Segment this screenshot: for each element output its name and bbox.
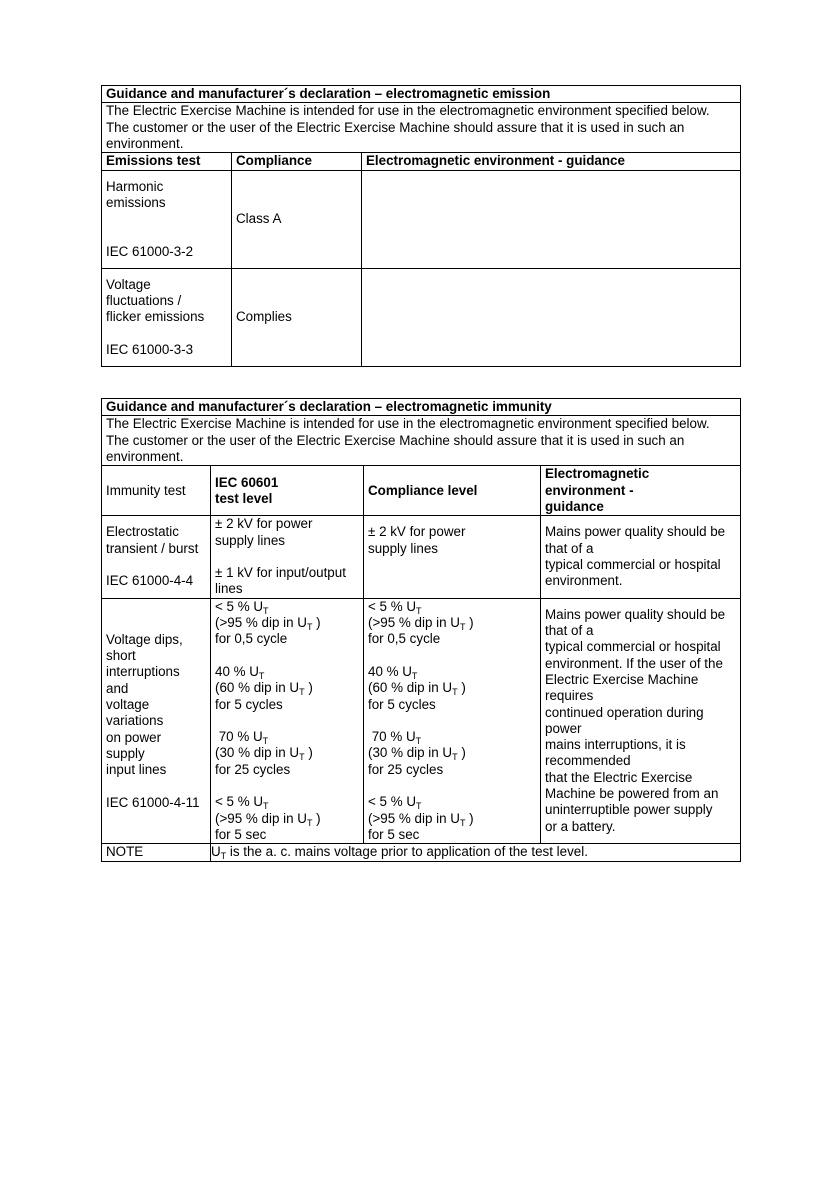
emission-row-flicker-compliance: Complies [232, 268, 362, 366]
immunity-title: Guidance and manufacturer´s declaration – electromagnetic immunity [102, 399, 741, 416]
immunity-header-level: IEC 60601 test level [211, 466, 364, 516]
emission-row-harmonic-guidance [362, 170, 741, 268]
immunity-header-guidance: Electromagnetic environment - guidance [541, 466, 741, 516]
immunity-header-compliance: Compliance level [364, 466, 541, 516]
emission-row-harmonic-test: Harmonic emissions IEC 61000-3-2 [102, 170, 232, 268]
burst-compliance: ± 2 kV for power supply lines [364, 516, 541, 598]
emission-table [101, 85, 741, 367]
emission-header-guidance: Electromagnetic environment - guidance [362, 153, 741, 170]
burst-test: Electrostatic transient / burst IEC 61000-4-4 [102, 516, 211, 598]
note-label: NOTE [102, 844, 211, 861]
emission-header-compliance: Compliance [232, 153, 362, 170]
emission-intro: The Electric Exercise Machine is intended for use in the electromagnetic environment specified below. The customer or the user of the Electric Exercise Machine should assure that it is used in such an environment. [102, 103, 741, 153]
emission-row-harmonic-compliance: Class A [232, 170, 362, 268]
emission-row-flicker-guidance [362, 268, 741, 366]
emission-title: Guidance and manufacturer´s declaration – electromagnetic emission [102, 86, 741, 103]
dips-test: Voltage dips, short interruptions and voltage variations on power supply input lines IEC 61000-4-11 [102, 598, 211, 843]
immunity-table [101, 398, 741, 862]
immunity-intro: The Electric Exercise Machine is intended for use in the electromagnetic environment specified below. The customer or the user of the Electric Exercise Machine should assure that it is used in such an environment. [102, 416, 741, 466]
dips-guidance: Mains power quality should be that of a typical commercial or hospital environment. If the user of the Electric Exercise Machine requires continued operation during power mains interruptions, it is recommended that the Electric Exercise Machine be powered from an uninterruptible power supply or a battery. [541, 598, 741, 843]
emission-row-flicker-test: Voltage fluctuations / flicker emissions IEC 61000-3-3 [102, 268, 232, 366]
burst-level: ± 2 kV for power supply lines ± 1 kV for input/output lines [211, 516, 364, 598]
note-text: $U_T$ is the a. c. mains voltage prior to application of the test level. [211, 844, 741, 861]
immunity-header-test: Immunity test [102, 466, 211, 516]
burst-guidance: Mains power quality should be that of a typical commercial or hospital environment. [541, 516, 741, 598]
emission-header-test: Emissions test [102, 153, 232, 170]
dips-level: < 5 % $U_T$ (>95 % dip in $U_T$ ) for 0,5 cycle 40 % $U_T$ (60 % dip in $U_T$ ) for 5 cycles 70 % $U_T$ (30 % dip in $U_T$ ) for 25 cycles < 5 % $U_T$ (>95 % dip in $U_T$ ) for 5 sec [211, 598, 364, 843]
dips-compliance: < 5 % $U_T$ (>95 % dip in $U_T$ ) for 0,5 cycle 40 % $U_T$ (60 % dip in $U_T$ ) for 5 cycles 70 % $U_T$ (30 % dip in $U_T$ ) for 25 cycles < 5 % $U_T$ (>95 % dip in $U_T$ ) for 5 sec [364, 598, 541, 843]
